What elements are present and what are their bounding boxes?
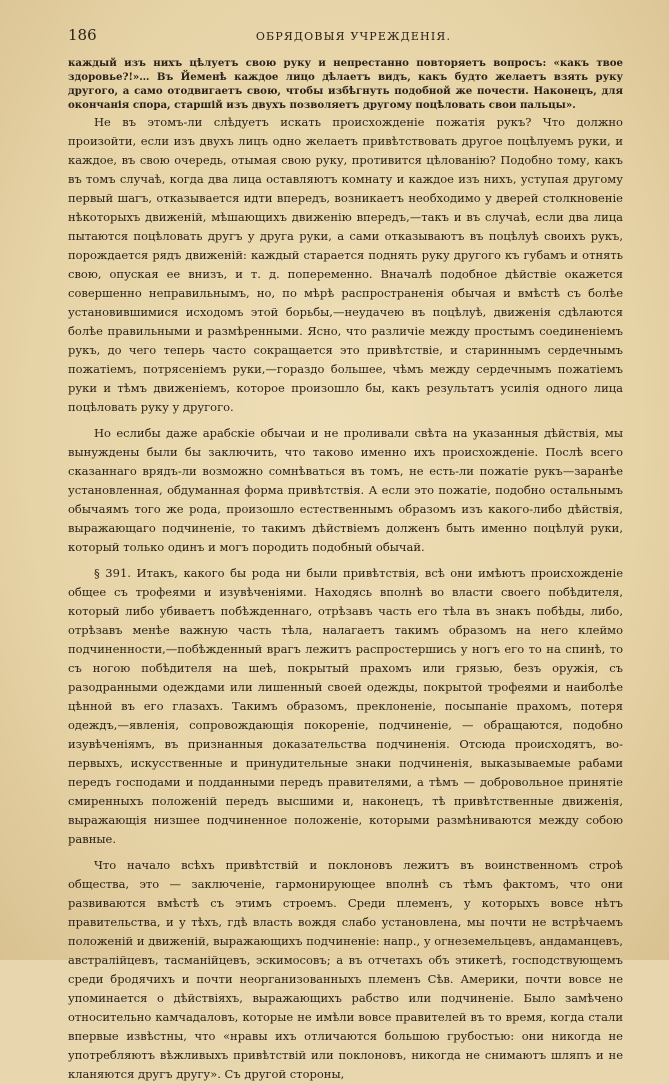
- paragraph-1: Не въ этомъ-ли слѣдуетъ искать происхожденіе пожатія рукъ? Что должно произойти, если изъ двухъ лицъ одно желаетъ привѣтствовать другое поцѣлуемъ руки, и каждое, въ свою очередь, отымая свою руку, противится цѣлованію? Подобно тому, какъ въ томъ случаѣ, когда два лица оставляютъ комнату и каждое изъ нихъ, уступая другому первый шагъ, отказывается идти впередъ, возникаетъ необходимо у дверей столкновеніе нѣкоторыхъ движеній, мѣшающихъ движенію впередъ,—такъ и въ случаѣ, если два лица пытаются поцѣловать другъ у друга руки, а сами отказываютъ въ поцѣлуѣ своихъ рукъ, порождается рядъ движеній: каждый старается поднять руку другого къ губамъ и отнять свою, опуская ее внизъ, и т. д. попеременно. Вначалѣ подобное дѣйствіе окажется совершенно неправильнымъ, но, по мѣрѣ распространенія обычая и вмѣстѣ съ болѣе установившимися исходомъ этой борьбы,—неудачею въ поцѣлуѣ, движенія сдѣлаются болѣе правильными и размѣренными. Ясно, что различіе между простымъ соединеніемъ рукъ, до чего теперь часто сокращается это привѣтствіе, и стариннымъ сердечнымъ пожатіемъ, потрясеніемъ руки,—гораздо большее, чѣмъ между сердечнымъ пожатіемъ руки и тѣмъ движеніемъ, которое произошло бы, какъ результатъ усилія одного лица поцѣловать руку у другого.: [68, 115, 623, 415]
- paragraph-4: Что начало всѣхъ привѣтствій и поклоновъ лежитъ въ воинственномъ строѣ общества, это — заключеніе, гармонирующее вполнѣ съ тѣмъ фактомъ, что они развиваются вмѣстѣ съ этимъ строемъ. Среди племенъ, у которыхъ вовсе нѣтъ правительства, и у тѣхъ, гдѣ власть вождя слабо установлена, мы почти не встрѣчаемъ положеній и движеній, выражающихъ подчиненіе: напр., у огнеземельцевъ, андаманцевъ, австралійцевъ, тасманійцевъ, эскимосовъ; а въ отчетахъ объ этикетѣ, господствующемъ среди бродячихъ и почти неорганизованныхъ племенъ Сѣв. Америки, почти вовсе не упоминается о дѣйствіяхъ, выражающихъ рабство или подчиненіе. Было замѣчено относительно камчадаловъ, которые не имѣли вовсе правителей въ то время, когда стали впервые извѣстны, что «нравы ихъ отличаются большою грубостью: они никогда не употребляютъ вѣжливыхъ привѣтствій или поклоновъ, никогда не снимаютъ шляпъ и не кланяются другъ другу». Съ другой стороны,: [68, 858, 623, 1082]
- paragraph-2: Но еслибы даже арабскіе обычаи и не проливали свѣта на указанныя дѣйствія, мы вынуждены были бы заключить, что таково именно ихъ происхожденіе. Послѣ всего сказаннаго врядъ-ли возможно сомнѣваться въ томъ, не есть-ли пожатіе рукъ—заранѣе установленная, обдуманная форма привѣтствія. А если это пожатіе, подобно остальнымъ обычаямъ того же рода, произошло естественнымъ образомъ изъ какого-либо дѣйствія, выражающаго подчиненіе, то такимъ дѣйствіемъ долженъ быть именно поцѣлуй руки, который только одинъ и могъ породить подобный обычай.: [68, 426, 623, 555]
- page-number: 186: [68, 26, 97, 44]
- running-head: ОБРЯДОВЫЯ УЧРЕЖДЕНІЯ.: [255, 30, 452, 43]
- page-header: [68, 26, 623, 56]
- quoted-passage: каждый изъ нихъ цѣлуетъ свою руку и непрестанно повторяетъ вопросъ: «какъ твое здоровье?!»… Въ Йеменѣ каждое лицо дѣлаетъ видъ, какъ будто желаетъ взять руку другого, а само отодвигаетъ свою, чтобы избѣгнуть подобной же почести. Наконецъ, для окончанія спора, старшій изъ двухъ позволяетъ другому поцѣловать свои пальцы».: [68, 57, 623, 112]
- paragraph-3: § 391. Итакъ, какого бы рода ни были привѣтствія, всѣ они имѣютъ происхожденіе общее съ трофеями и изувѣченіями. Находясь вполнѣ во власти своего побѣдителя, который либо убиваетъ побѣжденнаго, отрѣзавъ часть его тѣла въ знакъ побѣды, либо, отрѣзавъ менѣе важную часть тѣла, налагаетъ такимъ образомъ на него клеймо подчиненности,—побѣжденный врагъ лежитъ распростершись у ногъ его то на спинѣ, то съ ногою побѣдителя на шеѣ, покрытый прахомъ или грязью, безъ оружія, съ разодранными одеждами или лишенный своей одежды, покрытой трофеями и наиболѣе цѣнной въ его глазахъ. Такимъ образомъ, преклоненіе, посыпаніе прахомъ, потеря одеждъ,—явленія, сопровождающія покореніе, подчиненіе, — обращаются, подобно изувѣченіямъ, въ признанныя доказательства подчиненія. Отсюда происходятъ, во-первыхъ, искусственные и принудительные знаки подчиненія, выказываемые рабами передъ господами и подданными передъ правителями, а тѣмъ — добровольное принятіе смиренныхъ положеній передъ высшими и, наконецъ, тѣ привѣтственные движенія, выражающія низшее подчиненное положеніе, которыми размѣниваются между собою равные.: [68, 566, 623, 847]
